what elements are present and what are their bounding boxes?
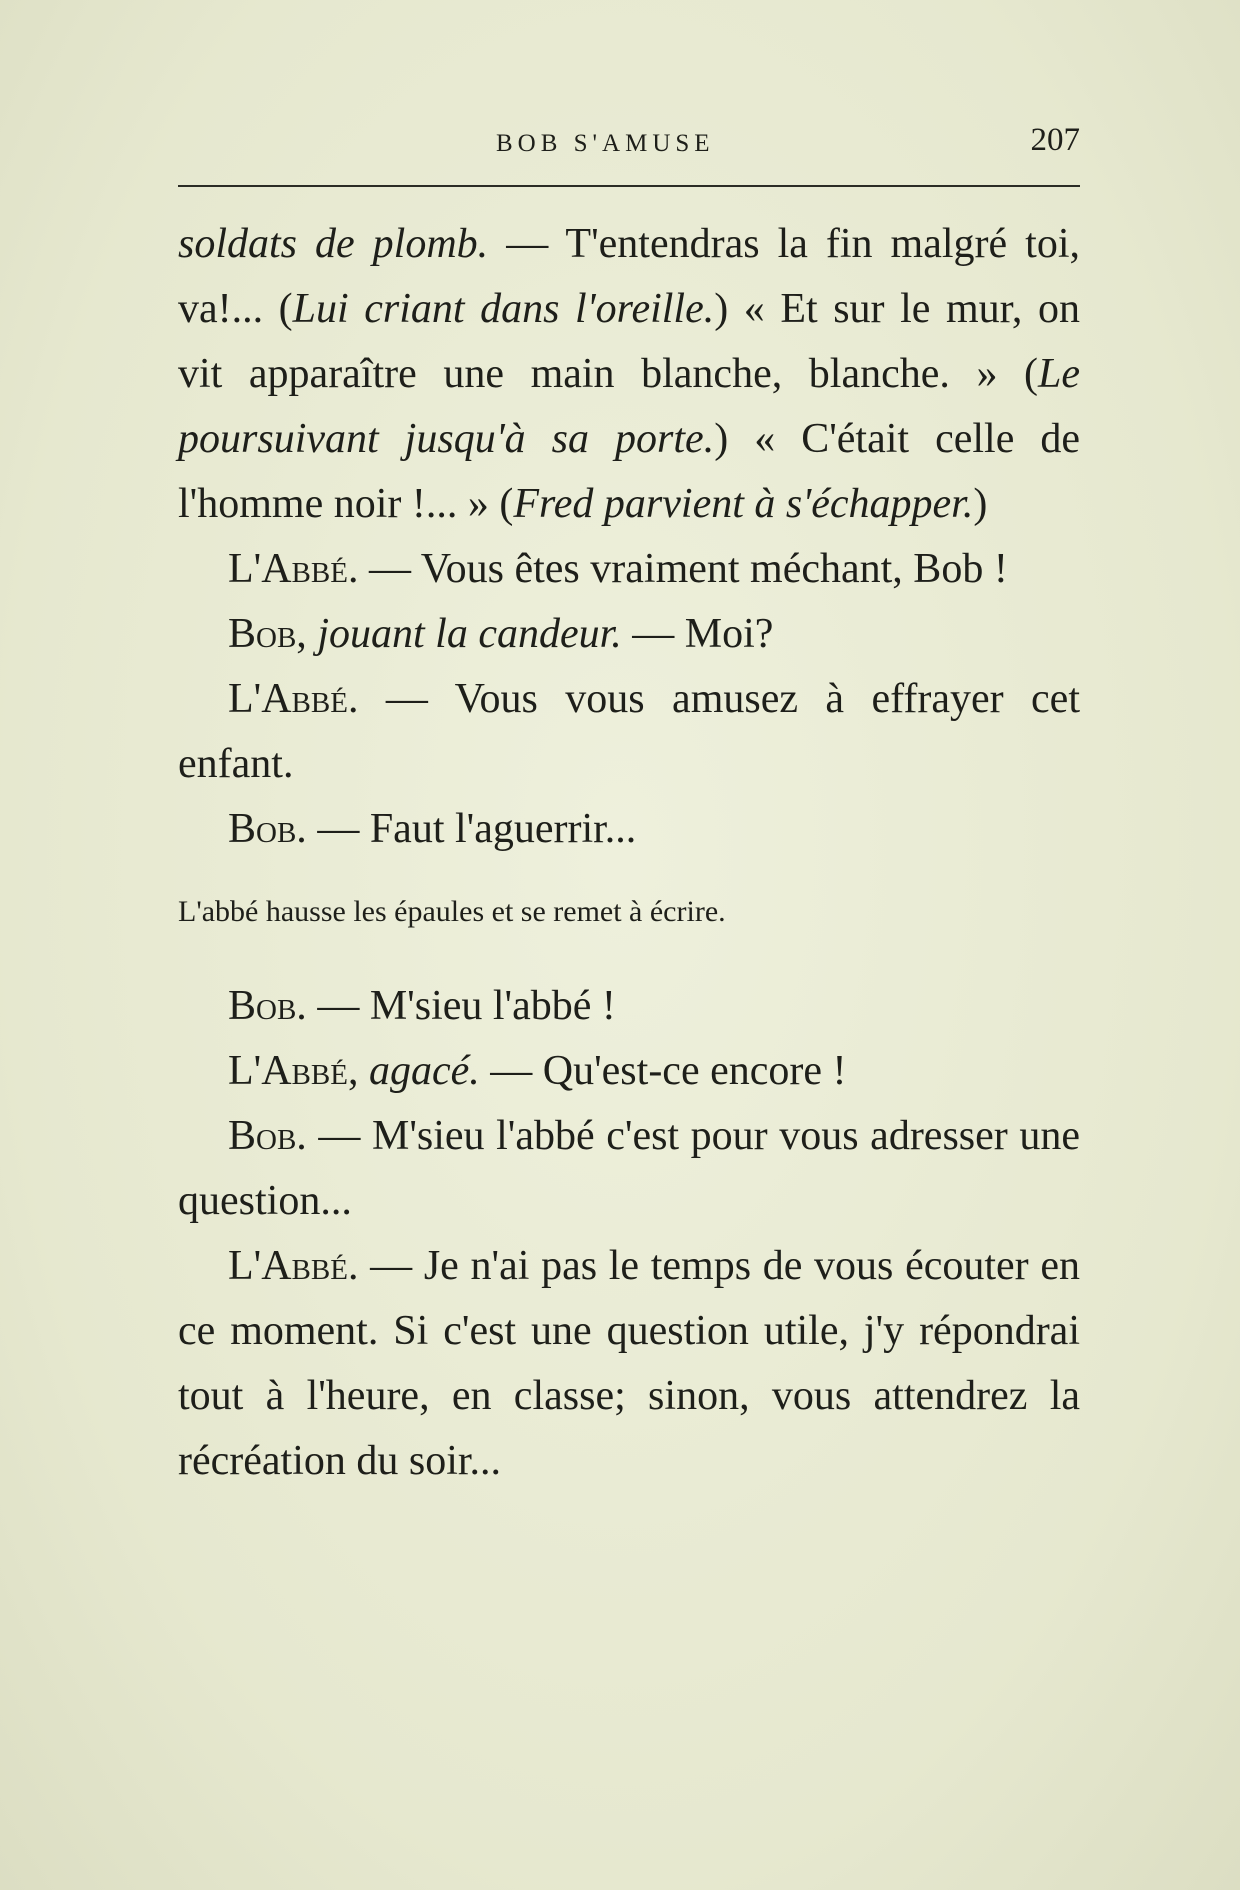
- paragraph-2: [178, 537, 1080, 602]
- dialogue: — Je n'ai pas le temps de vous écouter en ce moment. Si c'est une question utile, j'y répondrai tout à l'heure, en classe; sinon, vous attendrez la récréation du soir...: [178, 1243, 1080, 1484]
- dialogue: — M'sieu l'abbé c'est pour vous adresser une question...: [178, 1113, 1080, 1224]
- dialogue: — Faut l'aguerrir...: [306, 806, 637, 852]
- stage-direction: Le poursuivant jusqu'à sa porte.: [178, 351, 1080, 462]
- running-title: BOB S'AMUSE: [496, 130, 715, 157]
- paragraph-1: [178, 212, 1080, 537]
- paragraph-7: [178, 1039, 1080, 1104]
- running-head: [178, 118, 1080, 168]
- stage-direction: agacé.: [358, 1048, 480, 1094]
- speaker: L'Abbé.: [228, 1243, 359, 1289]
- speaker: Bob,: [228, 611, 307, 657]
- paragraph-9: [178, 1234, 1080, 1494]
- dialogue: — M'sieu l'abbé !: [306, 983, 616, 1029]
- speaker: L'Abbé,: [228, 1048, 359, 1094]
- header-rule: [178, 185, 1080, 187]
- dialogue: — Moi?: [621, 611, 774, 657]
- paragraph-6: [178, 974, 1080, 1039]
- paragraph-4: [178, 667, 1080, 797]
- body-text: [178, 212, 1080, 1494]
- stage-direction-line: L'abbé hausse les épaules et se remet à écrire.: [178, 895, 726, 928]
- paragraph-3: [178, 602, 1080, 667]
- text-run: ) « C'était celle de l'homme noir !... » (: [178, 416, 1081, 527]
- paragraph-5: [178, 797, 1080, 862]
- dialogue: — Qu'est-ce encore !: [479, 1048, 847, 1094]
- stage-direction: Fred parvient à s'échapper.: [513, 481, 974, 527]
- stage-direction: jouant la candeur.: [306, 611, 622, 657]
- text-run: ): [973, 481, 988, 527]
- dialogue: — Vous êtes vraiment méchant, Bob !: [358, 546, 1008, 592]
- speaker: L'Abbé.: [228, 546, 359, 592]
- stage-direction: Lui criant dans l'oreille.: [292, 286, 715, 332]
- speaker: Bob.: [228, 983, 307, 1029]
- italic-text: soldats de plomb.: [178, 221, 489, 267]
- text-run: ) « Et sur le mur, on vit apparaître une main blanche, blanche. » (: [178, 286, 1080, 397]
- paragraph-8: [178, 1104, 1080, 1234]
- page-number: 207: [1030, 122, 1080, 158]
- speaker: L'Abbé.: [228, 676, 359, 722]
- dialogue: — Vous vous amusez à effrayer cet enfant.: [178, 676, 1080, 787]
- speaker: Bob.: [228, 1113, 307, 1159]
- speaker: Bob.: [228, 806, 307, 852]
- text-run: — T'entendras la fin malgré toi, va!... (: [178, 221, 1080, 332]
